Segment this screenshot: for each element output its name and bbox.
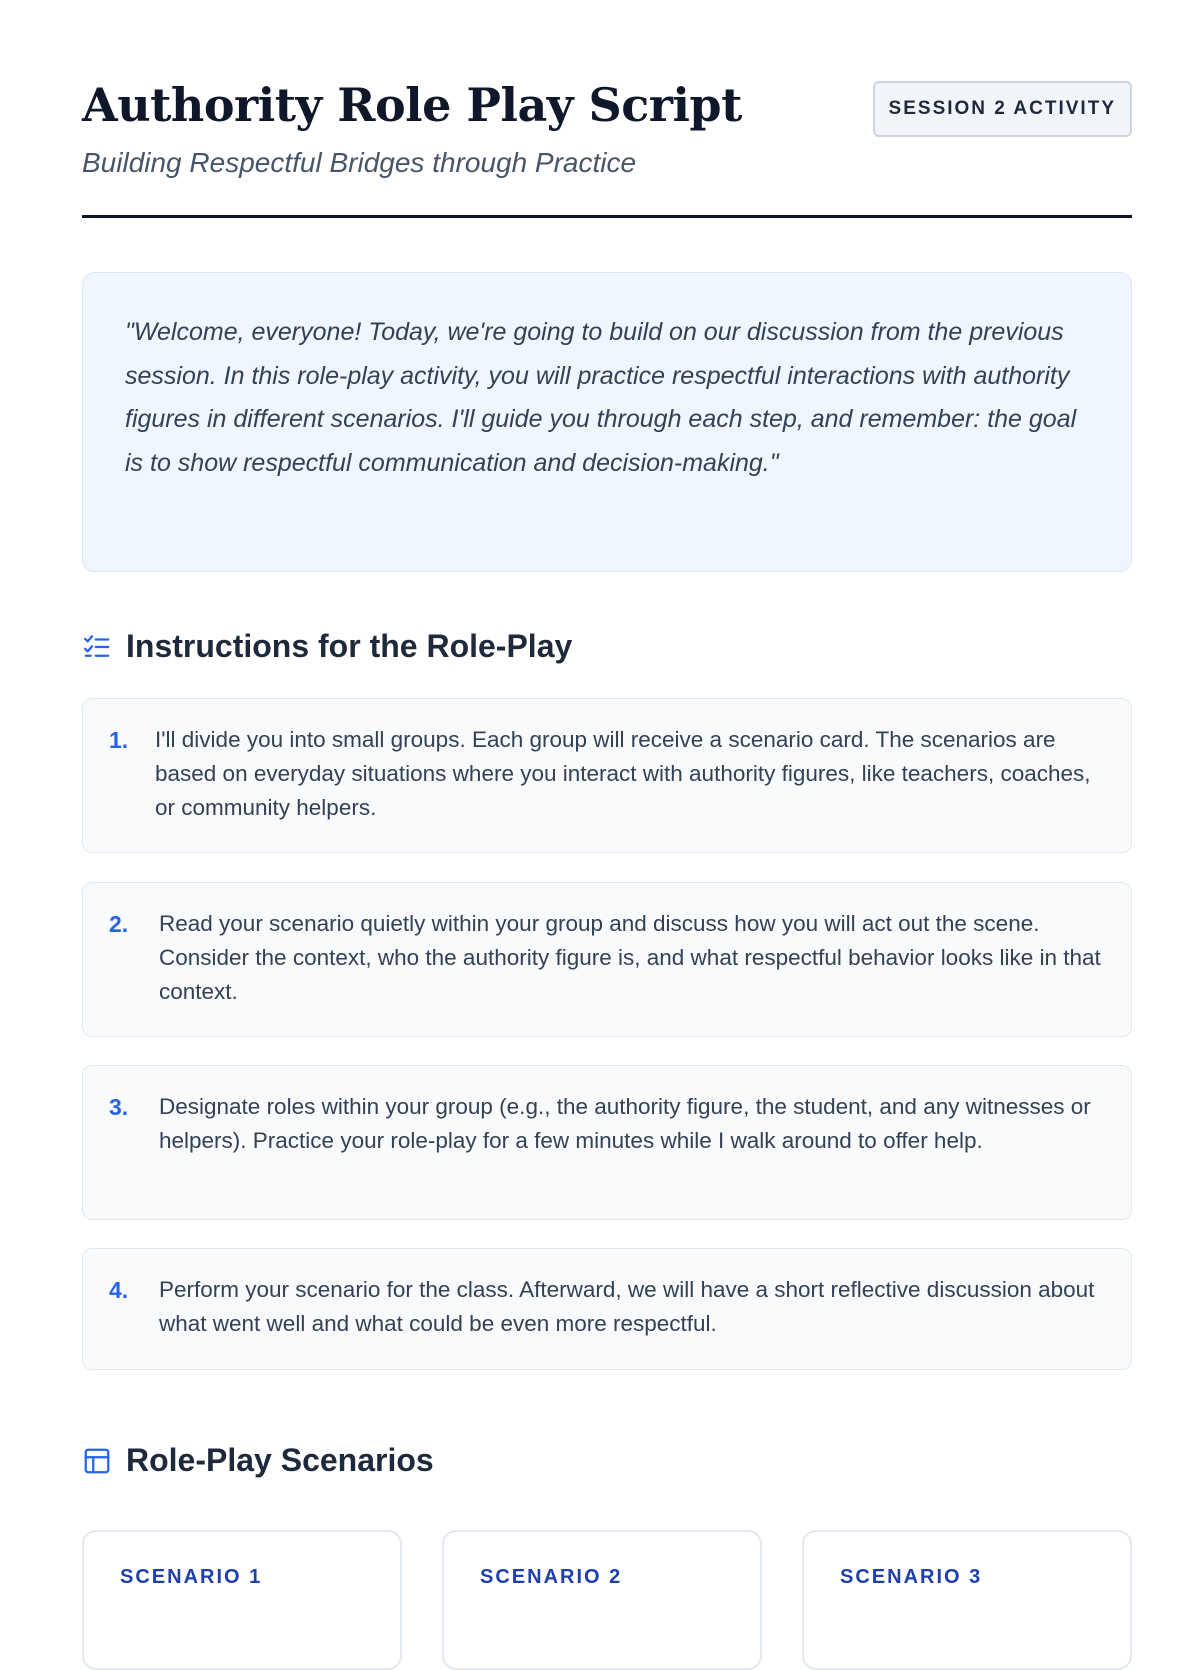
scenarios-heading: Role-Play Scenarios [126,1442,434,1478]
scenario-card-1[interactable] [82,1530,402,1670]
document-page [82,0,1132,1588]
layout-icon [82,1446,112,1476]
instructions-section-heading [82,628,572,665]
step-number: 4. [109,1277,129,1303]
scenarios-section-heading [82,1442,434,1479]
scenario-card-2[interactable] [442,1530,762,1670]
scenario-card-3[interactable] [802,1530,1132,1670]
scenario-label: SCENARIO 1 [120,1566,263,1588]
instruction-step [82,1248,1132,1370]
intro-quote-text: "Welcome, everyone! Today, we're going to build on our discussion from the previous session. In this role-play activity, you will practice respectful interactions with authority figures in different scenarios. I'll guide you through each step, and remember: the goal is to show respectful communication and decision-making." [125,318,1077,477]
step-number: 2. [109,911,129,937]
intro-quote-box [82,272,1132,572]
page-title: Authority Role Play Script [82,78,742,132]
instruction-step [82,698,1132,853]
session-badge: SESSION 2 ACTIVITY [873,81,1132,137]
instructions-heading: Instructions for the Role-Play [126,628,573,664]
page-subtitle: Building Respectful Bridges through Practice [82,147,637,178]
scenario-label: SCENARIO 3 [840,1566,983,1588]
step-text: I'll divide you into small groups. Each group will receive a scenario card. The scenarios are based on everyday situations where you interact with authority figures, like teachers, coaches, or community helpers. [155,727,1091,820]
step-text: Designate roles within your group (e.g., the authority figure, the student, and any witnesses or helpers). Practice your role-play for a few minutes while I walk around to offer help. [159,1094,1091,1153]
step-text: Perform your scenario for the class. Afterward, we will have a short reflective discussion about what went well and what could be even more respectful. [159,1277,1095,1336]
step-number: 3. [109,1094,129,1120]
instruction-step [82,882,1132,1037]
checklist-icon [82,632,112,662]
instruction-step [82,1065,1132,1220]
step-number: 1. [109,727,129,753]
page-header [82,0,1132,218]
scenario-label: SCENARIO 2 [480,1566,623,1588]
step-text: Read your scenario quietly within your group and discuss how you will act out the scene. Consider the context, who the authority figure is, and what respectful behavior looks like in that context. [159,911,1101,1004]
